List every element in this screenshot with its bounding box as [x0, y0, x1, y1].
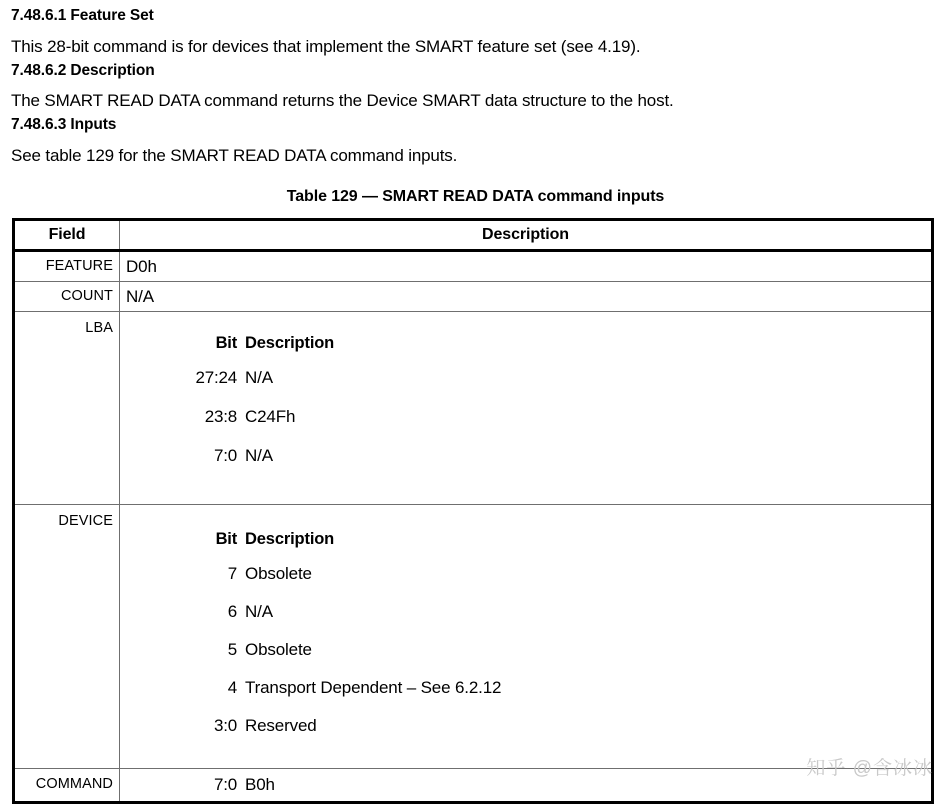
- field-cell: [15, 252, 120, 281]
- bit-description: Obsolete: [245, 563, 312, 583]
- bit-range: 27:24: [195, 368, 237, 387]
- bit-row: [126, 603, 931, 641]
- bit-description: Transport Dependent – See 6.2.12: [245, 677, 502, 697]
- description-cell: [120, 505, 931, 768]
- bit-row: [126, 369, 931, 408]
- prose-body: [0, 0, 951, 164]
- value-feature: D0h: [126, 256, 157, 276]
- description-cell: [120, 252, 931, 281]
- field-label-count: COUNT: [60, 287, 113, 304]
- table-caption: Table 129 — SMART READ DATA command inputs: [286, 187, 665, 205]
- bit-row: [126, 776, 931, 793]
- section-body-description: The SMART READ DATA command returns the Device SMART data structure to the host.: [11, 91, 674, 110]
- bit-range: 7:0: [213, 446, 237, 465]
- bit-description: B0h: [245, 775, 275, 794]
- section-heading-description: 7.48.6.2 Description: [11, 61, 155, 79]
- field-cell: [15, 505, 120, 768]
- section-heading-feature-set: 7.48.6.1 Feature Set: [11, 7, 154, 24]
- bit-row: [126, 565, 931, 603]
- bit-description: Obsolete: [245, 639, 312, 659]
- bit-row: [126, 447, 931, 486]
- bit-column-header: Bit: [215, 530, 237, 548]
- watermark: 知乎 @含冰冰: [806, 758, 933, 779]
- description-cell: [120, 282, 931, 311]
- section-heading-inputs: 7.48.6.3 Inputs: [11, 116, 117, 133]
- bit-table-lba: [126, 312, 931, 505]
- bit-description: N/A: [245, 601, 273, 621]
- header-cell-field: [15, 221, 120, 249]
- value-count: N/A: [126, 286, 155, 306]
- bit-description: N/A: [245, 368, 273, 387]
- bit-description: N/A: [245, 446, 273, 465]
- bit-range: 7: [227, 563, 237, 583]
- bit-table-device: [126, 505, 931, 768]
- bit-range: 23:8: [204, 407, 237, 426]
- bit-column-header: Bit: [215, 333, 237, 352]
- bit-description: C24Fh: [245, 407, 296, 426]
- bit-row: [126, 717, 931, 755]
- field-cell: [15, 312, 120, 505]
- bit-table-header: [126, 531, 931, 565]
- bit-row: [126, 679, 931, 717]
- command-inputs-table: [12, 218, 934, 804]
- table-row: [15, 252, 931, 282]
- bit-range: 5: [227, 639, 237, 659]
- table-header-row: [15, 221, 931, 252]
- table-row: [15, 312, 931, 506]
- bit-range: 3:0: [213, 715, 237, 735]
- bit-row: [126, 408, 931, 447]
- bit-range: 6: [227, 601, 237, 621]
- field-label-device: DEVICE: [58, 513, 113, 529]
- bit-range: 7:0: [213, 775, 237, 794]
- table-row: [15, 505, 931, 769]
- field-label-lba: LBA: [85, 319, 113, 336]
- description-cell: [120, 312, 931, 505]
- bit-description-column-header: Description: [245, 530, 335, 548]
- header-cell-description: [120, 221, 931, 249]
- bit-range: 4: [227, 677, 237, 697]
- column-header-description: Description: [482, 225, 569, 243]
- column-header-field: Field: [48, 225, 86, 243]
- field-label-command: COMMAND: [35, 776, 113, 793]
- bit-description-column-header: Description: [245, 333, 335, 352]
- table-row: [15, 282, 931, 312]
- bit-description: Reserved: [245, 715, 317, 735]
- field-cell: [15, 282, 120, 311]
- bit-table-header: [126, 335, 931, 370]
- bit-row: [126, 641, 931, 679]
- field-label-feature: FEATURE: [45, 257, 113, 274]
- section-body-feature-set: This 28-bit command is for devices that implement the SMART feature set (see 4.19).: [11, 36, 641, 56]
- section-body-inputs: See table 129 for the SMART READ DATA command inputs.: [11, 145, 458, 165]
